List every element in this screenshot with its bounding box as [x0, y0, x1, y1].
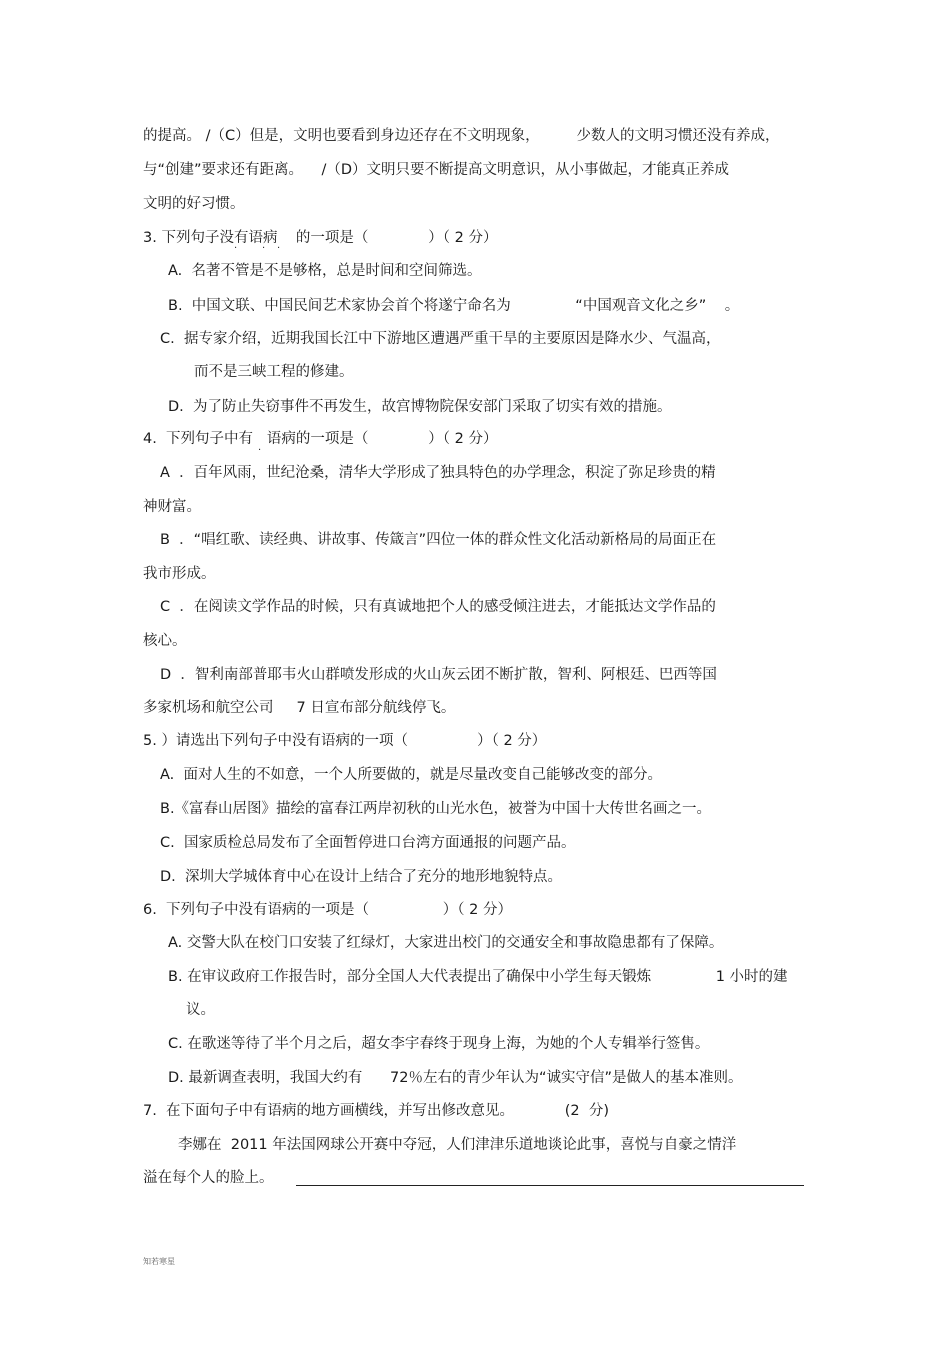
q5-option-c: C. 国家质检总局发布了全面暂停进口台湾方面通报的问题产品。	[160, 835, 576, 851]
continuation-line-2: 与“创建”要求还有距离。 /（D）文明只要不断提高文明意识，从小事做起，才能真正养成	[143, 162, 730, 178]
answer-line[interactable]	[296, 1185, 804, 1186]
q3-option-d: D. 为了防止失窃事件不再发生，故宫博物院保安部门采取了切实有效的措施。	[168, 399, 672, 415]
q4-option-c-line1: C ．在阅读文学作品的时候，只有真诚地把个人的感受倾注进去，才能抵达文学作品的	[160, 599, 716, 615]
q3-option-c-line1: C. 据专家介绍，近期我国长江中下游地区遭遇严重干旱的主要原因是降水少、气温高，	[160, 331, 721, 347]
q3-option-c-line2: 而不是三峡工程的修建。	[194, 364, 354, 380]
continuation-line-3: 文明的好习惯。	[143, 196, 245, 212]
q6-option-b-line2: 议。	[186, 1002, 215, 1018]
emphasis-dot: ·	[258, 445, 262, 456]
emphasis-dot: ·	[277, 243, 281, 254]
q4-option-a-line2: 神财富。	[143, 499, 201, 515]
q6-option-b-line1: B. 在审议政府工作报告时，部分全国人大代表提出了确保中小学生每天锻炼 1 小时的建	[168, 969, 788, 985]
q6-option-c: C. 在歌迷等待了半个月之后，超女李宇春终于现身上海，为她的个人专辑举行签售。	[168, 1036, 710, 1052]
page-footer-mark: 知若寒星	[143, 1257, 175, 1266]
emphasis-dot: ·	[262, 243, 266, 254]
q5-option-d: D. 深圳大学城体育中心在设计上结合了充分的地形地貌特点。	[160, 869, 562, 885]
q3-option-b: B. 中国文联、中国民间艺术家协会首个将遂宁命名为 “中国观音文化之乡” 。	[168, 298, 740, 314]
q7-stem: 7. 在下面句子中有语病的地方画横线，并写出修改意见。 (2 分)	[143, 1103, 610, 1119]
q4-option-d-line2: 多家机场和航空公司 7 日宣布部分航线停飞。	[143, 700, 456, 716]
emphasis-dot: ·	[234, 243, 238, 254]
continuation-line-1: 的提高。 /（C）但是，文明也要看到身边还存在不文明现象， 少数人的文明习惯还没有养成，	[143, 128, 780, 144]
q6-stem: 6. 下列句子中没有语病的一项是（ ）（ 2 分）	[143, 902, 512, 918]
q4-option-b-line2: 我市形成。	[143, 566, 216, 582]
q7-text-line1: 李娜在 2011 年法国网球公开赛中夺冠，人们津津乐道地谈论此事，喜悦与自豪之情洋	[178, 1137, 737, 1153]
q3-stem: 3. 下列句子没有语病 的一项是（ ）（ 2 分）	[143, 230, 498, 246]
q5-stem: 5. ）请选出下列句子中没有语病的一项（ ）（ 2 分）	[143, 733, 547, 749]
q6-option-a: A. 交警大队在校门口安装了红绿灯，大家进出校门的交通安全和事故隐患都有了保障。	[168, 935, 724, 951]
q4-option-b-line1: B ．“唱红歌、读经典、讲故事、传箴言”四位一体的群众性文化活动新格局的局面正在	[160, 532, 717, 548]
q6-option-d: D. 最新调查表明，我国大约有 72％左右的青少年认为“诚实守信”是做人的基本准则。	[168, 1070, 743, 1086]
q7-text-line2: 溢在每个人的脸上。	[143, 1170, 274, 1186]
q4-option-d-line1: D ．智利南部普耶韦火山群喷发形成的火山灰云团不断扩散，智利、阿根廷、巴西等国	[160, 667, 717, 683]
q5-option-b: B.《富春山居图》描绘的富春江两岸初秋的山光水色，被誉为中国十大传世名画之一。	[160, 801, 712, 817]
q4-option-c-line2: 核心。	[143, 633, 187, 649]
q4-option-a-line1: A ．百年风雨，世纪沧桑，清华大学形成了独具特色的办学理念，积淀了弥足珍贵的精	[160, 465, 716, 481]
q3-option-a: A. 名著不管是不是够格，总是时间和空间筛选。	[168, 263, 482, 279]
q4-stem: 4. 下列句子中有 语病的一项是（ ）（ 2 分）	[143, 431, 498, 447]
q5-option-a: A. 面对人生的不如意，一个人所要做的，就是尽量改变自己能够改变的部分。	[160, 767, 662, 783]
